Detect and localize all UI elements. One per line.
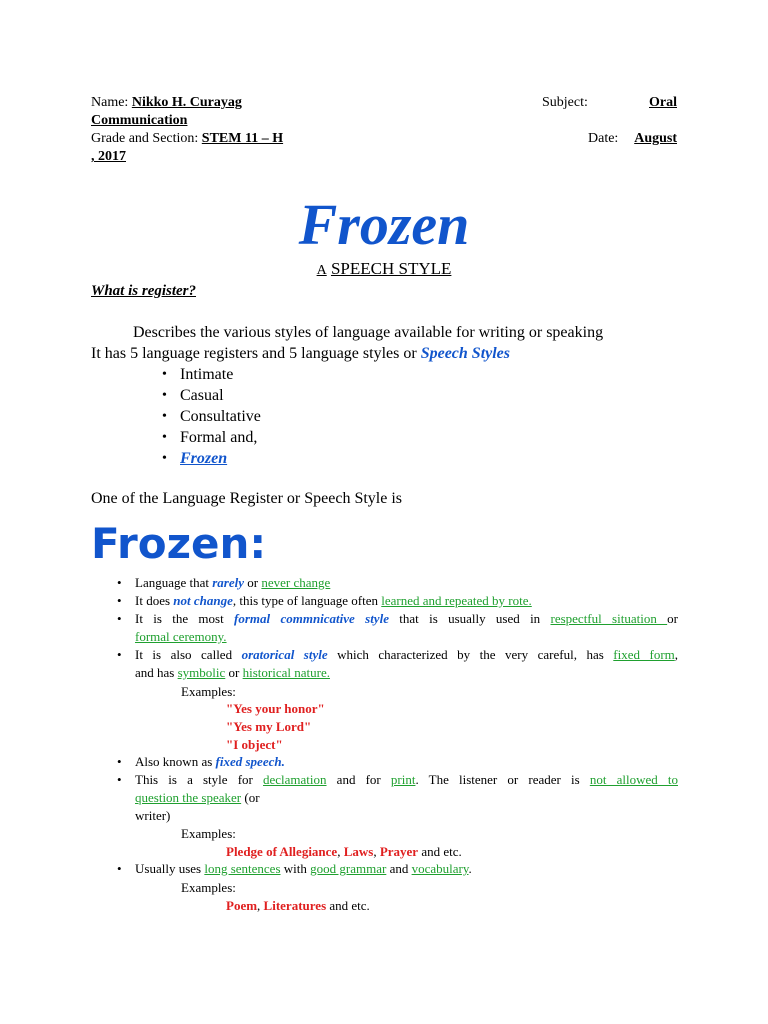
b7-link-3[interactable]: vocabulary — [411, 861, 469, 876]
b6-link-4[interactable]: question the speaker — [135, 790, 242, 805]
b4-t3: , — [674, 647, 679, 662]
bullet-7 — [135, 860, 472, 878]
page-subtitle — [0, 258, 768, 282]
list-item — [162, 448, 261, 469]
list-item: • Consultative — [162, 406, 261, 427]
page-title: Frozen — [298, 192, 470, 257]
grade-label: Grade and Section: — [91, 131, 199, 146]
list-item: • Formal and, — [162, 427, 261, 448]
bullet-dot: • — [117, 754, 122, 769]
subject-label: Subject: — [542, 95, 588, 110]
section-heading: Frozen: — [91, 519, 267, 568]
list-item: • Intimate — [162, 364, 261, 385]
examples-3 — [226, 897, 370, 915]
examples-label: Examples: — [181, 826, 236, 841]
b5-em: fixed speech. — [215, 754, 285, 769]
b6-t2: and for — [326, 772, 391, 787]
b7-t3: and — [386, 861, 412, 876]
subtitle-cap: A — [316, 263, 327, 278]
example-item: "Yes your honor" — [226, 701, 325, 716]
b4-em: oratorical style — [241, 647, 328, 662]
ex3-c1: , — [257, 898, 264, 913]
b2-t2: , this type of language often — [232, 593, 382, 608]
bullet-dot: • — [117, 575, 122, 590]
b4-t4: and has — [135, 665, 178, 680]
ex3-t: and etc. — [326, 898, 370, 913]
b6-link-1[interactable]: declamation — [263, 772, 327, 787]
b2-link[interactable]: learned and repeated by rote. — [381, 593, 532, 608]
intro-line-2-text: It has 5 language registers and 5 language styles or — [91, 345, 421, 362]
bullet-dot: • — [117, 772, 122, 787]
b7-t1: Usually uses — [135, 861, 205, 876]
ex2-r3: Prayer — [379, 844, 419, 859]
b1-t1: Language that — [135, 575, 213, 590]
bullet-6-line-2 — [135, 789, 260, 807]
bullet-2 — [135, 592, 532, 610]
b5-t1: Also known as — [135, 754, 216, 769]
bullet-6-line-3: writer) — [135, 808, 171, 823]
bullet-dot: • — [117, 593, 122, 608]
b6-t3: . The listener or reader is — [415, 772, 590, 787]
b4-link-2[interactable]: symbolic — [177, 665, 226, 680]
question-heading: What is register? — [91, 283, 197, 299]
b6-t4: (or — [241, 790, 260, 805]
ex3-r1: Poem — [226, 898, 258, 913]
b3-em: formal commnicative style — [234, 611, 389, 626]
bullet-1 — [135, 574, 330, 592]
ex2-t: and etc. — [418, 844, 462, 859]
b7-link-2[interactable]: good grammar — [310, 861, 387, 876]
bullet-6-line-1 — [135, 771, 678, 789]
ex3-r2: Literatures — [263, 898, 327, 913]
examples-2 — [226, 843, 462, 861]
intro-line-2 — [91, 344, 510, 364]
bullet-5 — [135, 753, 285, 771]
b7-t2: with — [280, 861, 311, 876]
bullet-4-line-2 — [135, 664, 330, 682]
frozen-link[interactable]: Frozen — [180, 450, 228, 467]
b4-t1: It is also called — [135, 647, 242, 662]
bullet-3-line-1 — [135, 610, 678, 628]
ex2-c1: , — [337, 844, 344, 859]
b3-t2: that is usually used in — [388, 611, 551, 626]
b7-t4: . — [468, 861, 472, 876]
b4-t5: or — [225, 665, 243, 680]
bullet-3-line-2 — [135, 628, 227, 646]
b3-link-2[interactable]: formal ceremony. — [135, 629, 227, 644]
b1-t2: or — [244, 575, 262, 590]
bullet-dot: • — [117, 861, 122, 876]
speech-styles-emphasis: Speech Styles — [420, 345, 511, 362]
b4-link-3[interactable]: historical nature. — [242, 665, 330, 680]
b4-link-1[interactable]: fixed form — [613, 647, 675, 662]
b2-em: not change — [173, 593, 233, 608]
one-of-line: One of the Language Register or Speech Style is — [91, 490, 403, 507]
b6-link-3[interactable]: not allowed to — [589, 772, 678, 787]
b7-link-1[interactable]: long sentences — [204, 861, 281, 876]
name-value: Nikko H. Curayag — [131, 95, 242, 110]
examples-label: Examples: — [181, 880, 236, 895]
bullet-dot: • — [117, 647, 122, 662]
ex2-r2: Laws — [343, 844, 374, 859]
ex2-r1: Pledge of Allegiance — [226, 844, 338, 859]
example-item: "Yes my Lord" — [226, 719, 312, 734]
intro-line-1: Describes the various styles of language available for writing or speaking — [133, 324, 604, 341]
name-label: Name: — [91, 95, 129, 110]
b1-link[interactable]: never change — [261, 575, 331, 590]
b2-t1: It does — [135, 593, 174, 608]
b3-t3: or — [667, 611, 678, 626]
b6-link-2[interactable]: print — [390, 772, 416, 787]
bullet-4-line-1 — [135, 646, 678, 664]
subtitle-rest: SPEECH STYLE — [330, 259, 452, 278]
subject-value-1: Oral — [649, 95, 677, 110]
styles-list — [162, 364, 261, 469]
examples-label: Examples: — [181, 684, 236, 699]
bullet-dot: • — [117, 611, 122, 626]
b6-t1: This is a style for — [135, 772, 263, 787]
date-label: Date: — [588, 131, 619, 146]
b4-t2: which characterized by the very careful, has — [327, 647, 614, 662]
b1-em: rarely — [212, 575, 245, 590]
list-item: • Casual — [162, 385, 261, 406]
grade-value: STEM 11 – H — [201, 131, 284, 146]
subject-value-2: Communication — [91, 113, 188, 128]
b3-link-1[interactable]: respectful situation — [550, 611, 668, 626]
name-line — [91, 94, 242, 112]
date-value-1: August — [634, 131, 677, 146]
date-value-2: , 2017 — [91, 149, 126, 164]
example-item: "I object" — [226, 737, 283, 752]
b3-t1: It is the most — [135, 611, 235, 626]
grade-line — [91, 130, 283, 148]
ex2-c2: , — [373, 844, 380, 859]
